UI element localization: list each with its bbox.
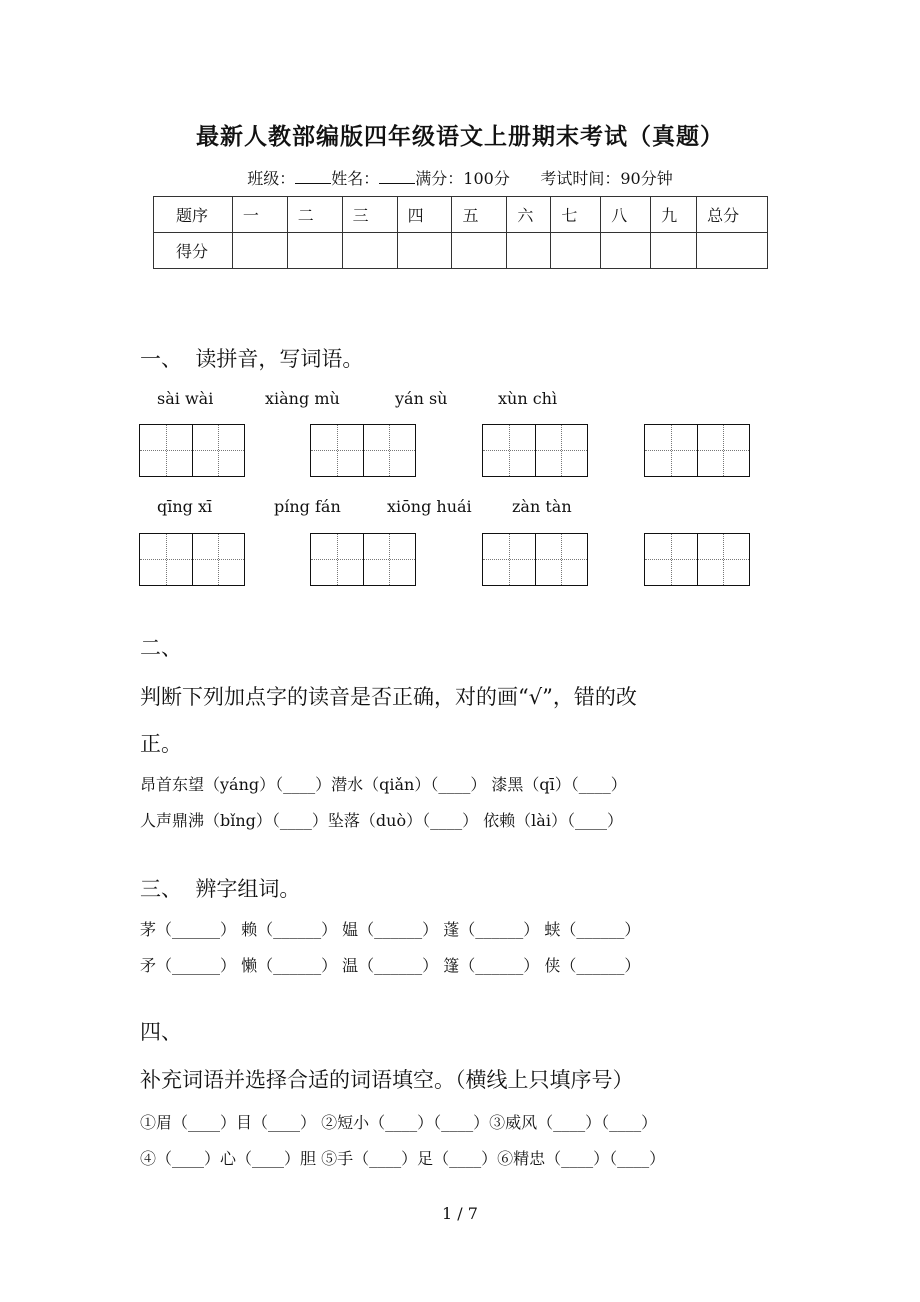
pinyin-label: qīng xī <box>157 497 213 516</box>
pinyin-label: yán sù <box>395 389 448 408</box>
pinyin-label: zàn tàn <box>512 497 572 516</box>
question-line: 茅（______） 赖（______） 媪（______） 蓬（______） 蛱（______） <box>140 920 641 939</box>
score-cell[interactable] <box>342 233 397 269</box>
score-cell[interactable] <box>397 233 452 269</box>
table-header-cell: 题序 <box>154 197 233 233</box>
score-cell[interactable] <box>232 233 287 269</box>
exam-time: 考试时间：90分钟 <box>540 169 673 188</box>
section-2-heading: 二、 <box>140 636 182 660</box>
writing-grid[interactable] <box>310 533 416 586</box>
score-cell[interactable] <box>452 233 507 269</box>
score-cell[interactable] <box>601 233 651 269</box>
writing-grid[interactable] <box>139 424 245 477</box>
table-header-cell: 二 <box>287 197 342 233</box>
class-label: 班级： <box>247 169 296 188</box>
score-cell[interactable] <box>551 233 601 269</box>
table-header-cell: 五 <box>452 197 507 233</box>
table-header-cell: 六 <box>507 197 551 233</box>
score-table-score-row <box>154 233 768 269</box>
question-line: 昂首东望（yáng）（____）潜水（qiǎn）（____） 漆黑（qī）（____） <box>140 775 627 794</box>
writing-grid[interactable] <box>644 533 750 586</box>
writing-grid[interactable] <box>482 424 588 477</box>
pinyin-label: xiàng mù <box>265 389 340 408</box>
page-title: 最新人教部编版四年级语文上册期末考试（真题） <box>196 123 724 150</box>
table-header-cell: 七 <box>551 197 601 233</box>
section-1-heading: 一、 读拼音，写词语。 <box>140 347 364 371</box>
score-cell[interactable] <box>651 233 697 269</box>
pinyin-label: sài wài <box>157 389 214 408</box>
table-header-cell: 三 <box>342 197 397 233</box>
section-4-heading: 四、 <box>140 1020 182 1044</box>
question-line: ④（____）心（____）胆 ⑤手（____）足（____）⑥精忠（____）（____） <box>140 1149 666 1168</box>
writing-grid[interactable] <box>482 533 588 586</box>
writing-grid[interactable] <box>310 424 416 477</box>
name-blank[interactable] <box>379 171 415 184</box>
page-number: 1 / 7 <box>442 1204 478 1223</box>
full-score: 满分：100分 <box>415 169 510 188</box>
score-cell[interactable] <box>697 233 768 269</box>
table-header-cell: 八 <box>601 197 651 233</box>
pinyin-label: xiōng huái <box>387 497 472 516</box>
section-4-instruction: 补充词语并选择合适的词语填空。（横线上只填序号） <box>140 1068 634 1092</box>
writing-grid[interactable] <box>139 533 245 586</box>
section-2-instruction: 判断下列加点字的读音是否正确，对的画“√”，错的改 <box>140 685 637 709</box>
class-blank[interactable] <box>295 171 331 184</box>
score-table-header-row <box>154 197 768 233</box>
writing-grid[interactable] <box>644 424 750 477</box>
section-3-heading: 三、 辨字组词。 <box>140 877 301 901</box>
table-row-label: 得分 <box>154 233 233 269</box>
question-line: 矛（______） 懒（______） 温（______） 篷（______） 侠（______） <box>140 956 641 975</box>
table-header-cell: 总分 <box>697 197 768 233</box>
table-header-cell: 九 <box>651 197 697 233</box>
pinyin-label: xùn chì <box>498 389 558 408</box>
score-cell[interactable] <box>287 233 342 269</box>
score-table <box>153 196 768 269</box>
pinyin-label: píng fán <box>274 497 341 516</box>
score-cell[interactable] <box>507 233 551 269</box>
section-2-instruction-cont: 正。 <box>140 732 182 756</box>
exam-info-line <box>0 166 920 189</box>
question-line: 人声鼎沸（bǐng）（____）坠落（duò）（____） 依赖（lài）（____） <box>140 811 623 830</box>
name-label: 姓名： <box>331 169 380 188</box>
table-header-cell: 四 <box>397 197 452 233</box>
table-header-cell: 一 <box>232 197 287 233</box>
question-line: ①眉（____）目（____） ②短小（____）（____）③威风（____）（____） <box>140 1113 658 1132</box>
